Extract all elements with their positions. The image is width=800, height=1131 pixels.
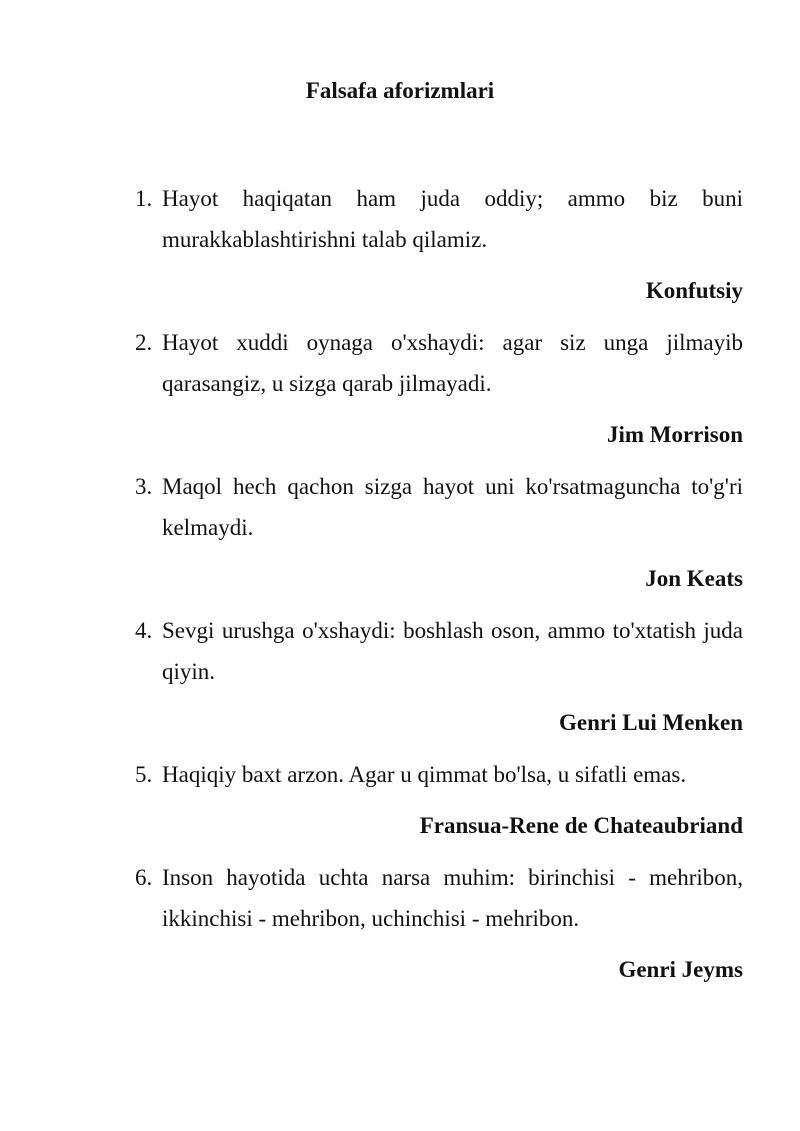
quote-row: [135, 178, 743, 260]
aphorism-item: [135, 610, 743, 738]
quote-row: [135, 857, 743, 939]
quote-row: [135, 322, 743, 404]
quote-text: Maqol hech qachon sizga hayot uni ko'rsatmaguncha to'g'ri kelmaydi.: [162, 474, 743, 540]
aphorism-item: [135, 754, 743, 841]
item-number: 6.: [135, 865, 153, 890]
quote-author: Genri Jeyms: [618, 957, 743, 982]
quote-row: [135, 466, 743, 548]
item-number: 5.: [135, 762, 153, 787]
aphorism-list: [135, 178, 743, 1001]
item-number: 2.: [135, 330, 153, 355]
quote-author: Genri Lui Menken: [558, 710, 743, 735]
quote-author: Jon Keats: [645, 566, 743, 591]
quote-text: Inson hayotida uchta narsa muhim: birinchisi - mehribon, ikkinchisi - mehribon, uchinchisi - mehribon.: [162, 865, 743, 931]
quote-row: [135, 610, 743, 692]
quote-text: Sevgi urushga o'xshaydi: boshlash oson, ammo to'xtatish juda qiyin.: [162, 618, 743, 684]
item-number: 4.: [135, 618, 153, 643]
aphorism-item: [135, 466, 743, 594]
item-number: 3.: [135, 474, 153, 499]
aphorism-item: [135, 857, 743, 985]
quote-text: Hayot haqiqatan ham juda oddiy; ammo biz buni murakkablashtirishni talab qilamiz.: [162, 186, 743, 252]
page-title: Falsafa aforizmlari: [305, 78, 495, 103]
item-number: 1.: [135, 186, 153, 211]
quote-author: Fransua-Rene de Chateaubriand: [419, 813, 743, 838]
quote-author: Konfutsiy: [645, 278, 743, 303]
quote-text: Hayot xuddi oynaga o'xshaydi: agar siz unga jilmayib qarasangiz, u sizga qarab jilmayadi.: [162, 330, 743, 396]
quote-row: [135, 754, 743, 795]
aphorism-item: [135, 178, 743, 306]
quote-author: Jim Morrison: [606, 422, 743, 447]
aphorism-item: [135, 322, 743, 450]
quote-text: Haqiqiy baxt arzon. Agar u qimmat bo'lsa, u sifatli emas.: [162, 762, 687, 787]
